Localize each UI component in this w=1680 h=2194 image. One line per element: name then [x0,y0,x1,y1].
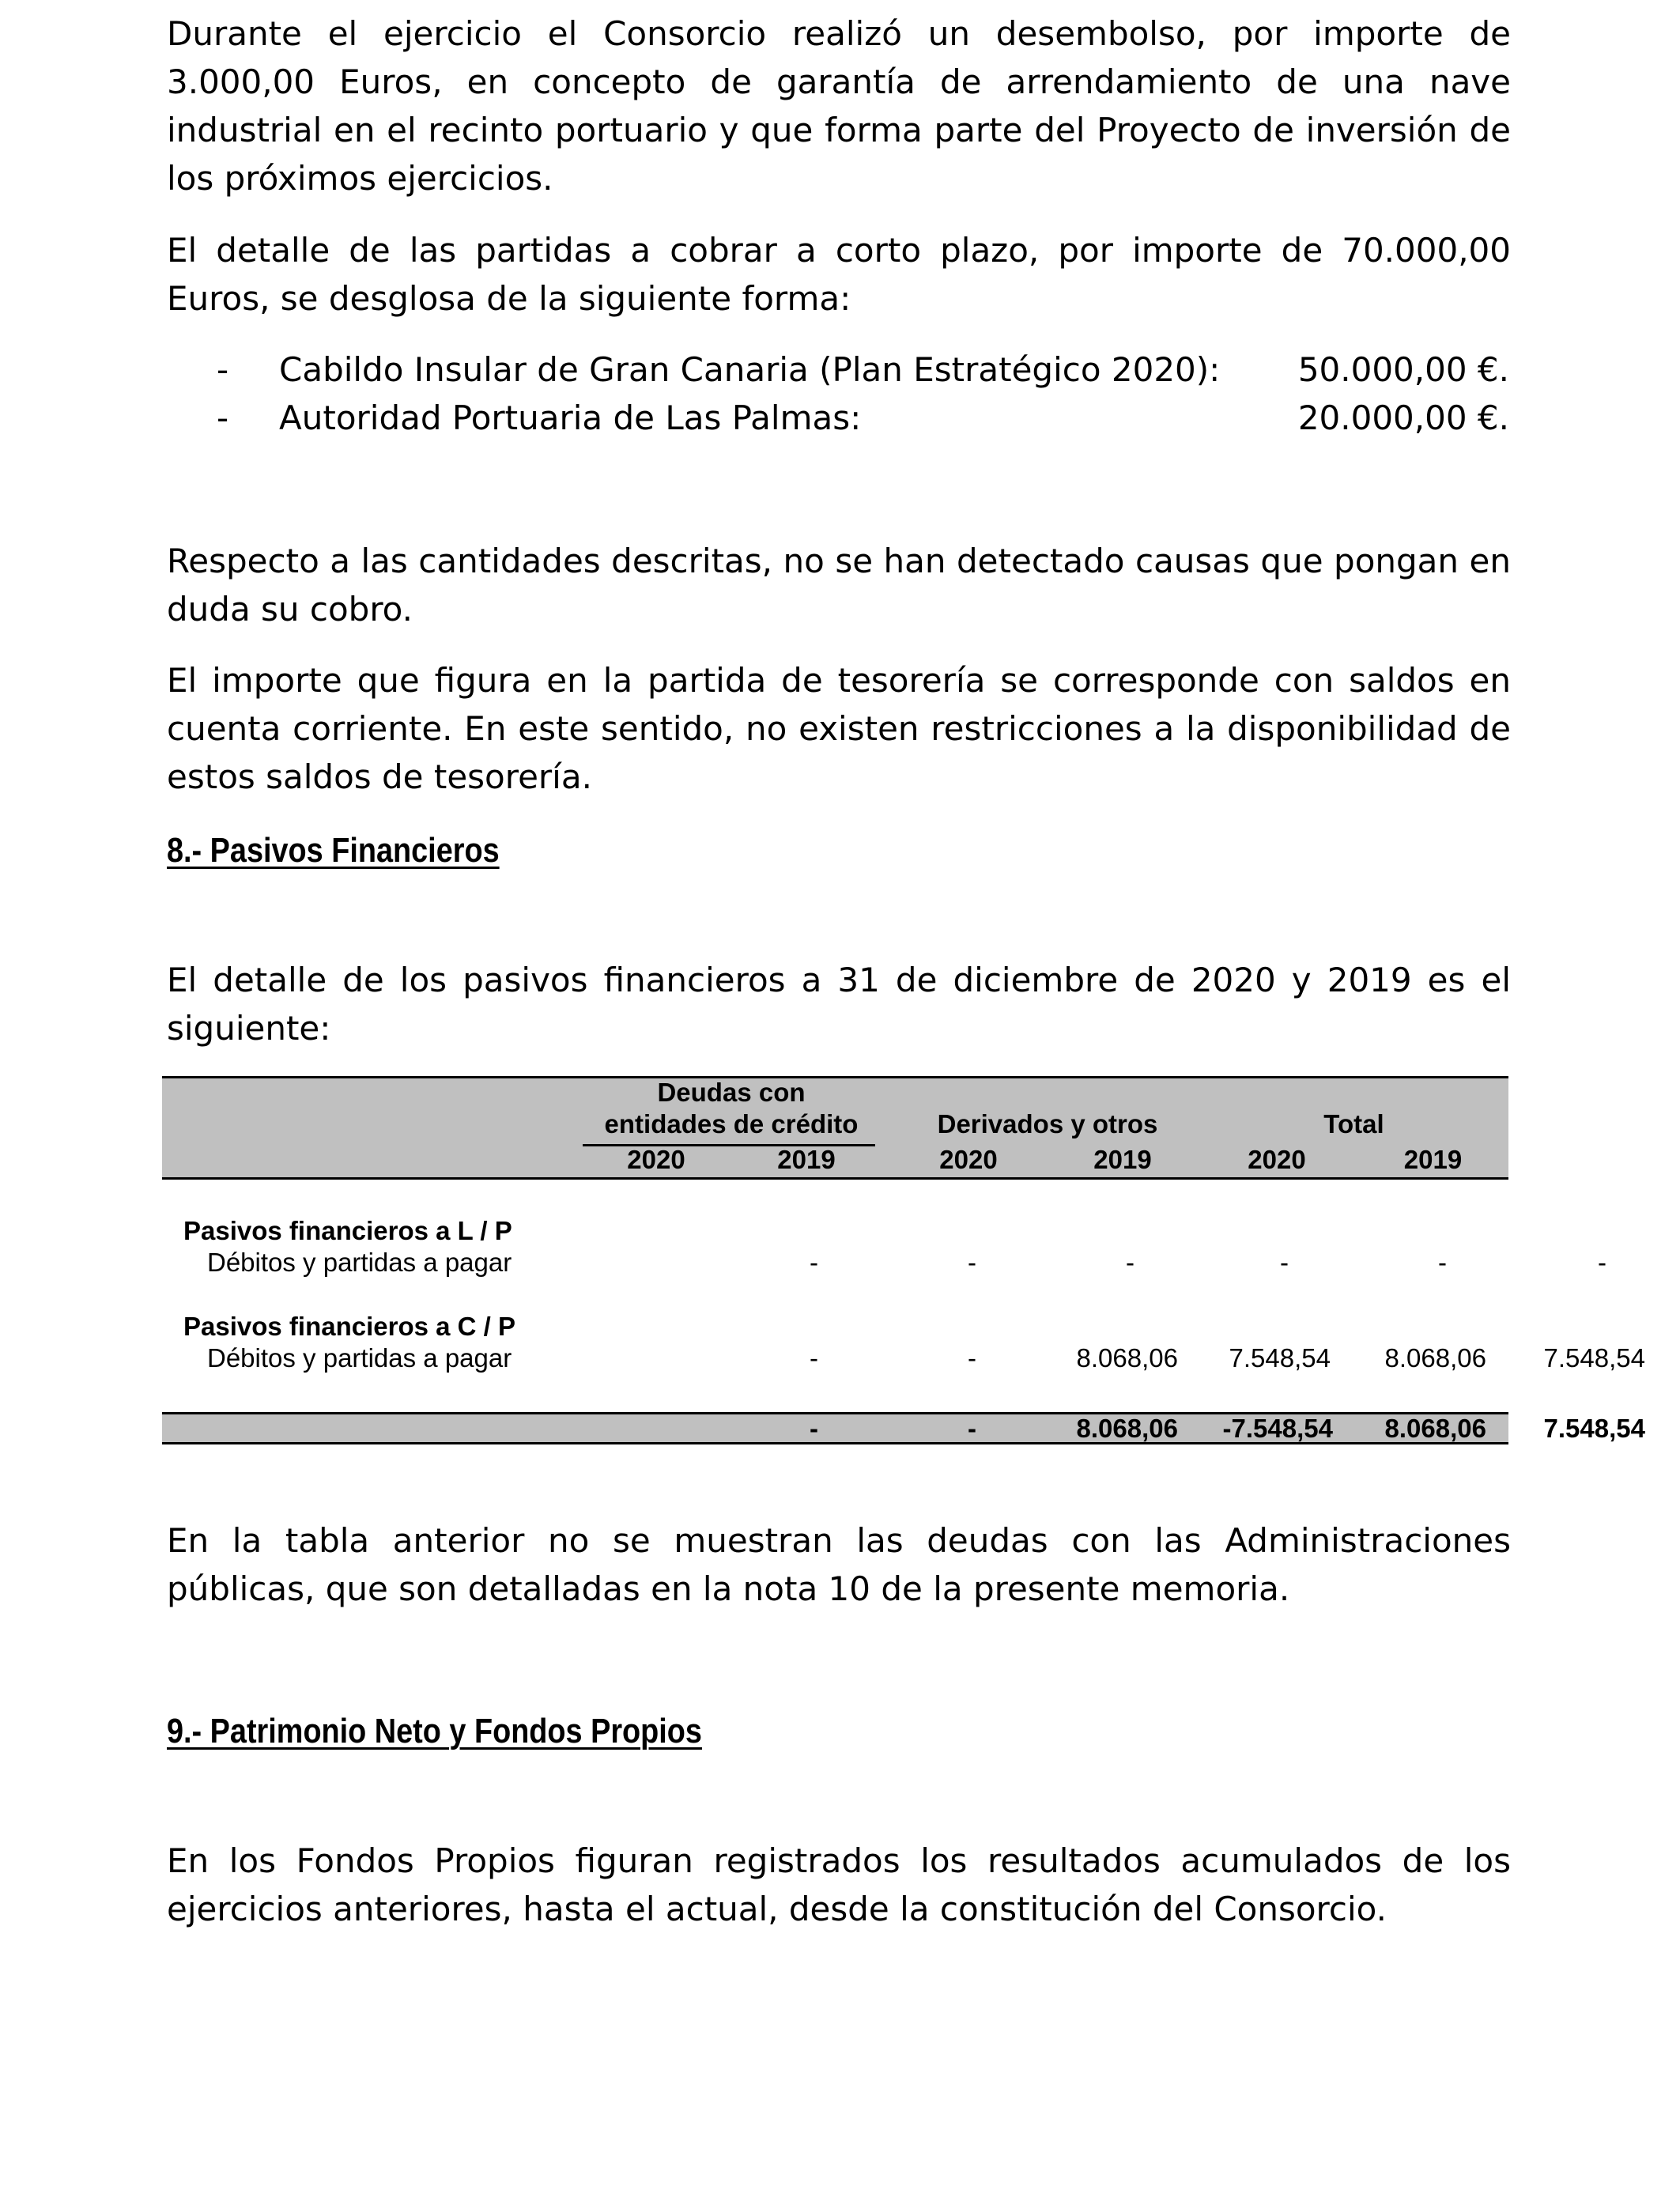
liabilities-table [162,1076,1645,1445]
year-header: 2020 [1248,1145,1306,1174]
total-cell: 8.068,06 [1384,1414,1486,1443]
list-item [167,394,1511,442]
cell: - [1598,1248,1606,1277]
cell: - [810,1343,818,1373]
cell: 7.548,54 [1229,1343,1331,1373]
paragraph-public-admin-note: En la tabla anterior no se muestran las deudas con las Administraciones públicas, que son detalladas en la nota 10 de la presente memoria. [167,1521,1511,1608]
row-label: Débitos y partidas a pagar [207,1343,512,1373]
bullet-dash: - [217,398,229,437]
paragraph-collectability: Respecto a las cantidades descritas, no se han detectado causas que pongan en duda su cobro. [167,542,1511,629]
cell: - [1280,1248,1289,1277]
total-cell: 8.068,06 [1076,1414,1178,1443]
section-9-title: 9.- Patrimonio Neto y Fondos Propios [167,1712,702,1750]
receivables-list [167,346,1511,442]
list-item-amount: 20.000,00 €. [1297,398,1509,437]
cell: 7.548,54 [1543,1343,1645,1373]
paragraph-treasury: El importe que figura en la partida de tesorería se corresponde con saldos en cuenta corriente. En este sentido, no existen restricciones a la disponibilidad de estos saldos de tesorería. [167,661,1511,796]
paragraph-short-term-receivables: El detalle de las partidas a cobrar a corto plazo, por importe de 70.000,00 Euros, se desglosa de la siguiente forma: [167,231,1511,318]
year-header: 2019 [1403,1145,1463,1174]
total-cell: -7.548,54 [1222,1414,1333,1443]
cell: - [810,1248,818,1277]
cell: 8.068,06 [1384,1343,1486,1373]
group-header-credit-line2: entidades de crédito [604,1109,859,1139]
list-item-label: Autoridad Portuaria de Las Palmas: [279,398,862,437]
group-header-total: Total [1323,1109,1384,1139]
total-cell: - [810,1414,818,1443]
cell: - [968,1343,976,1373]
group-header-credit-line1: Deudas con [657,1078,806,1107]
cell: - [1438,1248,1447,1277]
cell: - [968,1248,976,1277]
paragraph-guarantee: Durante el ejercicio el Consorcio realizó un desembolso, por importe de 3.000,00 Euros, en concepto de garantía de arrendamiento de una nave industrial en el recinto portuario y que forma parte del Proyecto de inversión de los próximos ejercicios. [167,14,1511,198]
section-heading-short-term: Pasivos financieros a C / P [183,1312,516,1341]
year-header: 2020 [627,1145,685,1174]
paragraph-equity: En los Fondos Propios figuran registrados los resultados acumulados de los ejercicios anteriores, hasta el actual, desde la constitución del Consorcio. [167,1841,1511,1928]
cell: - [1126,1248,1134,1277]
list-item [167,346,1511,394]
group-header-derivatives: Derivados y otros [937,1109,1158,1139]
bullet-dash: - [217,350,229,389]
total-cell: 7.548,54 [1543,1414,1645,1443]
cell: 8.068,06 [1076,1343,1178,1373]
year-header: 2019 [777,1145,836,1174]
year-header: 2019 [1093,1145,1152,1174]
paragraph-liabilities-intro: El detalle de los pasivos financieros a 31 de diciembre de 2020 y 2019 es el siguiente: [167,961,1511,1048]
row-label: Débitos y partidas a pagar [207,1248,512,1277]
section-8-title: 8.- Pasivos Financieros [167,831,500,870]
list-item-label: Cabildo Insular de Gran Canaria (Plan Estratégico 2020): [279,350,1221,389]
list-item-amount: 50.000,00 €. [1297,350,1509,389]
year-header: 2020 [939,1145,998,1174]
total-cell: - [968,1414,976,1443]
section-heading-long-term: Pasivos financieros a L / P [183,1216,512,1245]
